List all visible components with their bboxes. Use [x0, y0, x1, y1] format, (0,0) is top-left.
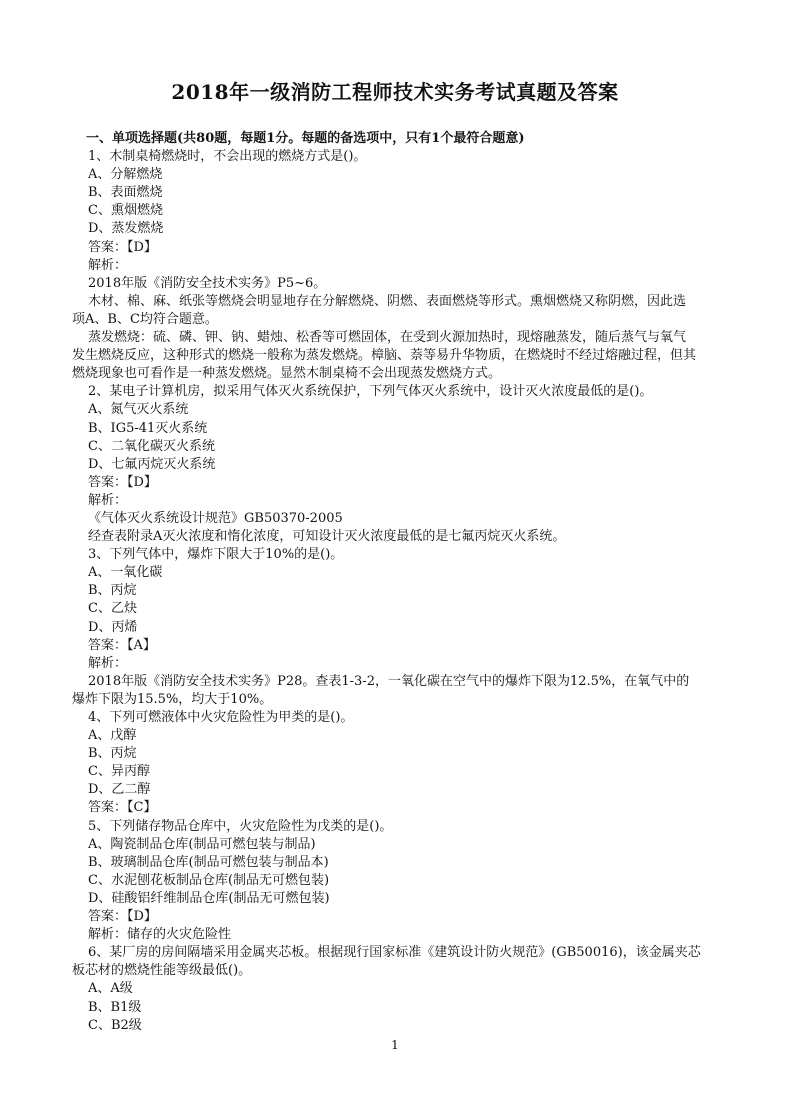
text-line: 解析：: [88, 492, 128, 508]
text-line: A、氮气灭火系统: [88, 402, 189, 418]
text-line: C、熏烟燃烧: [88, 203, 163, 219]
text-line: 发生燃烧反应，这种形式的燃烧一般称为蒸发燃烧。樟脑、萘等易升华物质，在燃烧时不经过熔融过程，但其: [72, 348, 697, 364]
text-line: 2、某电子计算机房，拟采用气体灭火系统保护，下列气体灭火系统中，设计灭火浓度最低的是()。: [88, 384, 653, 400]
text-line: B、表面燃烧: [88, 185, 163, 201]
text-line: A、A级: [88, 981, 133, 997]
text-line: 6、某厂房的房间隔墙采用金属夹芯板。根据现行国家标准《建筑设计防火规范》(GB50016)，该金属夹芯: [88, 945, 701, 961]
text-line: D、硅酸铝纤维制品仓库(制品无可燃包装): [88, 890, 330, 906]
text-line: A、分解燃烧: [88, 167, 163, 183]
text-line: B、IG5-41灭火系统: [88, 420, 208, 436]
text-line: 5、下列储存物品仓库中，火灾危险性为戊类的是()。: [88, 818, 393, 834]
text-line: 燃烧现象也可看作是一种蒸发燃烧。显然木制桌椅不会出现蒸发燃烧方式。: [72, 366, 502, 382]
text-line: 经查表附录A灭火浓度和惰化浓度，可知设计灭火浓度最低的是七氟丙烷灭火系统。: [88, 529, 566, 545]
text-line: B、丙烷: [88, 746, 137, 762]
text-line: A、戊醇: [88, 728, 137, 744]
text-line: D、乙二醇: [88, 782, 151, 798]
text-line: D、七氟丙烷灭火系统: [88, 456, 216, 472]
text-line: 4、下列可燃液体中火灾危险性为甲类的是()。: [88, 710, 354, 725]
text-line: 板芯材的燃烧性能等级最低()。: [72, 963, 252, 979]
text-line: 解析：: [88, 257, 128, 273]
text-line: 3、下列气体中，爆炸下限大于10%的是()。: [88, 547, 344, 563]
text-lines: [72, 148, 738, 1035]
text-line: A、陶瓷制品仓库(制品可燃包装与制品): [88, 836, 316, 852]
text-line: C、乙炔: [88, 601, 137, 617]
section-heading: 一、单项选择题(共80题，每题1分。每题的备选项中，只有1个最符合题意): [86, 131, 525, 146]
text-line: 2018年版《消防安全技术实务》P5~6。: [88, 275, 327, 291]
text-line: 蒸发燃烧：硫、磷、钾、钠、蜡烛、松香等可燃固体，在受到火源加热时，现熔融蒸发，随后蒸气与氧气: [88, 330, 687, 346]
text-line: 答案：【D】: [88, 474, 157, 490]
text-line: 《气体灭火系统设计规范》GB50370-2005: [88, 510, 343, 526]
text-line: 2018年版《消防安全技术实务》P28。查表1-3-2，一氧化碳在空气中的爆炸下限为12.5%，在氧气中的: [88, 673, 690, 689]
text-line: D、蒸发燃烧: [88, 221, 164, 237]
text-line: 爆炸下限为15.5%，均大于10%。: [72, 691, 273, 707]
text-line: D、丙烯: [88, 619, 138, 635]
text-line: B、B1级: [88, 999, 142, 1015]
text-line: C、异丙醇: [88, 764, 150, 780]
text-line: 答案：【A】: [88, 637, 156, 653]
text-line: 木材、棉、麻、纸张等燃烧会明显地存在分解燃烧、阴燃、表面燃烧等形式。熏烟燃烧又称阴燃，因此选: [88, 293, 687, 309]
document-title: 2018年一级消防工程师技术实务考试真题及答案: [171, 80, 619, 104]
text-line: C、二氧化碳灭火系统: [88, 438, 215, 454]
page-number: 1: [391, 1038, 399, 1052]
text-line: 1、木制桌椅燃烧时，不会出现的燃烧方式是()。: [88, 149, 367, 165]
document-body: [72, 130, 738, 1035]
text-line: A、一氧化碳: [88, 565, 163, 581]
text-line: 答案：【D】: [88, 909, 157, 925]
text-line: B、玻璃制品仓库(制品可燃包装与制品本): [88, 854, 329, 870]
text-line: 项A、B、C均符合题意。: [72, 311, 218, 327]
text-line: 答案：【C】: [88, 800, 157, 816]
text-line: 解析：: [88, 655, 128, 671]
text-line: B、丙烷: [88, 583, 137, 599]
text-line: 解析：储存的火灾危险性: [88, 927, 232, 943]
text-line: C、水泥刨花板制品仓库(制品无可燃包装): [88, 872, 330, 888]
text-line: 答案：【D】: [88, 239, 157, 255]
text-line: C、B2级: [88, 1017, 142, 1033]
